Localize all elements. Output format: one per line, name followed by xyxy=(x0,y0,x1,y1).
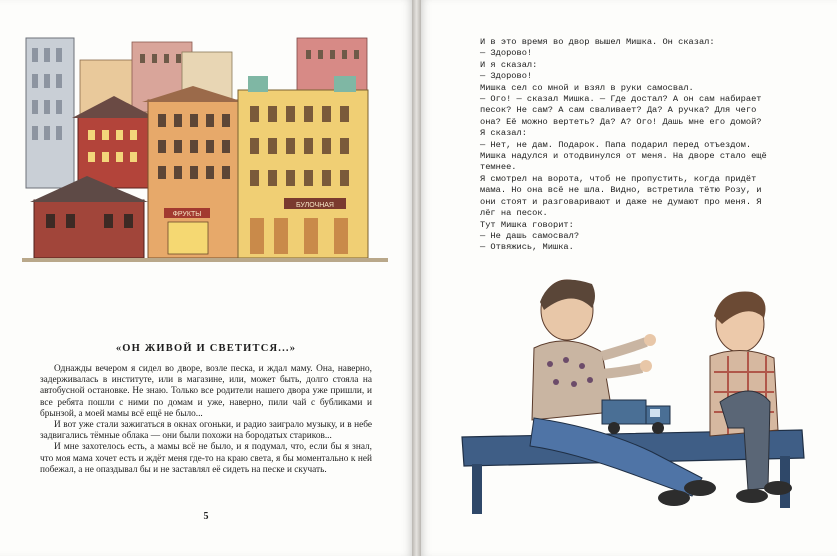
text-line: — Отвяжись, Мишка. xyxy=(480,242,574,253)
text-line: Я смотрел на ворота, чтоб не пропустить, когда придёт мама. Но она всё не шла. Видно, встретила тётю Розу, и они стоят и разговаривают и даже не думают про меня. Я лёг на песок. xyxy=(480,173,762,219)
text-line: И я сказал: xyxy=(480,59,538,70)
book-gutter xyxy=(412,0,421,556)
boys-on-bench-illustration xyxy=(452,252,812,522)
text-line: Мишка надулся и отодвинулся от меня. На дворе стало ещё темнее. xyxy=(480,151,767,173)
text-line: И в это время во двор вышел Мишка. Он сказал: xyxy=(480,37,715,47)
text-line: Я сказал: xyxy=(480,128,527,139)
text-line: — Нет, не дам. Подарок. Папа подарил перед отъездом. xyxy=(480,139,752,150)
city-street-illustration xyxy=(22,30,388,268)
paragraph: И вот уже стали зажигаться в окнах огоньки, и радио заиграло музыку, и в небе задвигались тёмные облака — они были похожи на бородатых стариков... xyxy=(40,420,372,442)
text-line: — Здорово! xyxy=(480,48,533,59)
fruits-shop-sign: ФРУКТЫ xyxy=(172,211,202,218)
text-line: — Здорово! xyxy=(480,71,533,82)
paragraph: И мне захотелось есть, а мамы всё не было, и я подумал, что, если бы я знал, что моя мама хочет есть и ждёт меня где-то на краю света, я бы моментально к ней побежал, а не опаздывал бы и не заставлял её сидеть на песке и скучать. xyxy=(40,442,372,475)
bakery-shop-sign: БУЛОЧНАЯ xyxy=(296,202,334,209)
paragraph: Однажды вечером я сидел во дворе, возле песка, и ждал маму. Она, наверно, задерживалась в институте, или в магазине, или, может быть, долго стояла на автобусной остановке. Не знаю. Только все родители нашего двора уже пришли, и все ребята пошли с ними по домам и уже, наверно, пили чай с бубликами и брынзой, а моей мамы всё ещё не было... xyxy=(40,364,372,419)
right-body-text xyxy=(480,37,782,254)
chapter-title: «ОН ЖИВОЙ И СВЕТИТСЯ...» xyxy=(115,343,297,354)
left-body-text xyxy=(40,364,372,476)
text-line: Мишка сел со мной и взял в руки самосвал. xyxy=(480,82,694,93)
text-line: — Ого! — сказал Мишка. — Где достал? А он сам набирает песок? Не сам? А сам сваливает? Да? А ручка? Для чего она? Её можно вертеть? Да? А? Ого! Дашь мне его домой? xyxy=(480,94,762,127)
toy-truck xyxy=(602,400,670,434)
text-line: Тут Мишка говорит: xyxy=(480,219,574,230)
text-line: — Не дашь самосвал? xyxy=(480,230,580,241)
page-number: 5 xyxy=(203,511,209,522)
